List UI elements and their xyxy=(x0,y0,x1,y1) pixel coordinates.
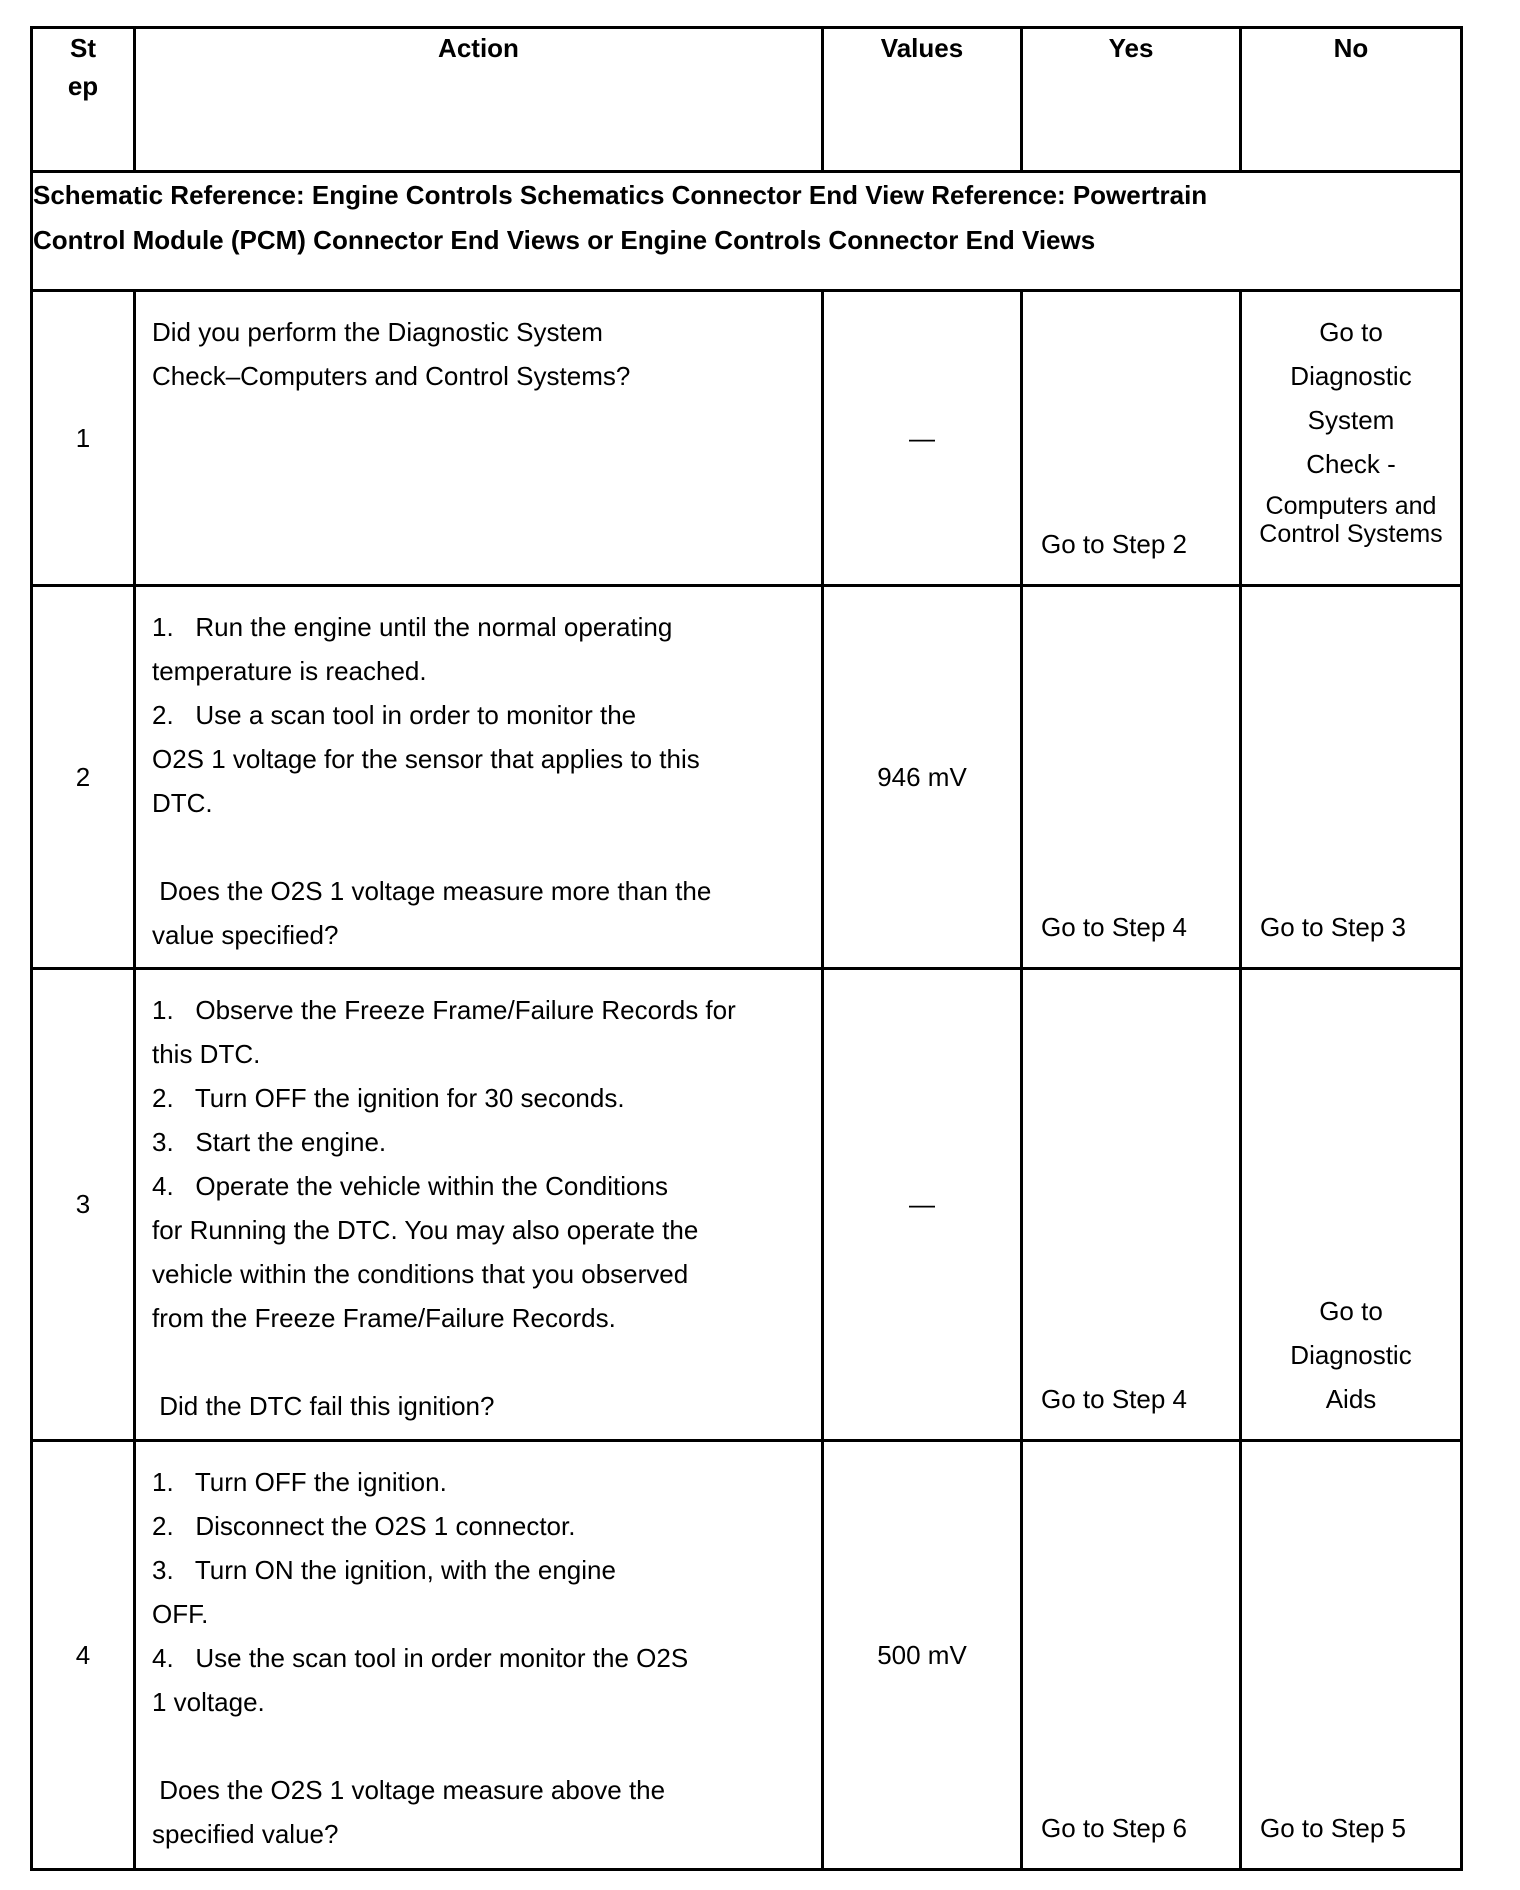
no-cell: Go to Step 3 xyxy=(1241,586,1462,969)
action-question: Does the O2S 1 voltage measure more than the xyxy=(152,876,712,906)
action-line: temperature is reached. xyxy=(152,656,427,686)
action-line: OFF. xyxy=(152,1599,209,1629)
action-line: vehicle within the conditions that you observed xyxy=(152,1259,689,1289)
action-line: 1 voltage. xyxy=(152,1687,265,1717)
yes-cell: Go to Step 4 xyxy=(1022,969,1241,1441)
header-row xyxy=(32,28,1462,172)
action-line: 3. Start the engine. xyxy=(152,1127,387,1157)
value-cell: — xyxy=(823,969,1022,1441)
schematic-line-2: Control Module (PCM) Connector End Views or Engine Controls Connector End Views xyxy=(33,225,1096,255)
value-cell: 500 mV xyxy=(823,1441,1022,1870)
action-line: this DTC. xyxy=(152,1039,261,1069)
action-cell xyxy=(135,969,823,1441)
no-line: Check - xyxy=(1306,449,1396,479)
action-line: 2. Use a scan tool in order to monitor the xyxy=(152,700,637,730)
no-line: Go to xyxy=(1319,317,1383,347)
action-line: Check–Computers and Control Systems? xyxy=(152,361,631,391)
yes-cell: Go to Step 2 xyxy=(1022,291,1241,586)
header-no: No xyxy=(1241,28,1462,172)
action-question: value specified? xyxy=(152,920,339,950)
yes-cell: Go to Step 6 xyxy=(1022,1441,1241,1870)
header-yes: Yes xyxy=(1022,28,1241,172)
action-line: 4. Operate the vehicle within the Conditions xyxy=(152,1171,668,1201)
no-cell xyxy=(1241,969,1462,1441)
header-values: Values xyxy=(823,28,1022,172)
action-line: 2. Disconnect the O2S 1 connector. xyxy=(152,1511,576,1541)
no-line: Diagnostic xyxy=(1290,1340,1412,1370)
no-line: Go to xyxy=(1319,1296,1383,1326)
action-line: O2S 1 voltage for the sensor that applies to this xyxy=(152,744,700,774)
action-line: 1. Run the engine until the normal operating xyxy=(152,612,673,642)
action-cell xyxy=(135,291,823,586)
step-number: 1 xyxy=(32,291,135,586)
no-line: Aids xyxy=(1325,1384,1377,1414)
action-cell xyxy=(135,586,823,969)
action-line: 4. Use the scan tool in order monitor the O2S xyxy=(152,1643,689,1673)
value-cell: — xyxy=(823,291,1022,586)
no-line: Diagnostic xyxy=(1290,361,1412,391)
header-action: Action xyxy=(135,28,823,172)
no-cell: Go to Step 5 xyxy=(1241,1441,1462,1870)
step-number: 2 xyxy=(32,586,135,969)
action-line: 2. Turn OFF the ignition for 30 seconds. xyxy=(152,1083,625,1113)
yes-cell: Go to Step 4 xyxy=(1022,586,1241,969)
schematic-row xyxy=(32,172,1462,291)
schematic-reference xyxy=(32,172,1462,291)
action-line: for Running the DTC. You may also operate the xyxy=(152,1215,699,1245)
diagnostic-table xyxy=(30,26,1463,1871)
no-line: Control Systems xyxy=(1259,520,1443,548)
action-line: 1. Turn OFF the ignition. xyxy=(152,1467,447,1497)
step-number: 4 xyxy=(32,1441,135,1870)
table-row xyxy=(32,291,1462,586)
no-cell xyxy=(1241,291,1462,586)
step-number: 3 xyxy=(32,969,135,1441)
action-question: Did the DTC fail this ignition? xyxy=(152,1391,495,1421)
action-question: Does the O2S 1 voltage measure above the xyxy=(152,1775,666,1805)
schematic-line-1: Schematic Reference: Engine Controls Schematics Connector End View Reference: Powertrain xyxy=(33,180,1208,210)
table-row xyxy=(32,969,1462,1441)
no-line: Computers and xyxy=(1265,492,1437,520)
action-cell xyxy=(135,1441,823,1870)
table-row xyxy=(32,1441,1462,1870)
action-line: DTC. xyxy=(152,788,213,818)
action-question: specified value? xyxy=(152,1819,339,1849)
header-step: St ep xyxy=(32,28,135,172)
action-line: from the Freeze Frame/Failure Records. xyxy=(152,1303,616,1333)
action-line: 3. Turn ON the ignition, with the engine xyxy=(152,1555,616,1585)
action-line: Did you perform the Diagnostic System xyxy=(152,317,603,347)
table-row xyxy=(32,586,1462,969)
value-cell: 946 mV xyxy=(823,586,1022,969)
action-line: 1. Observe the Freeze Frame/Failure Records for xyxy=(152,995,736,1025)
no-line: System xyxy=(1307,405,1395,435)
